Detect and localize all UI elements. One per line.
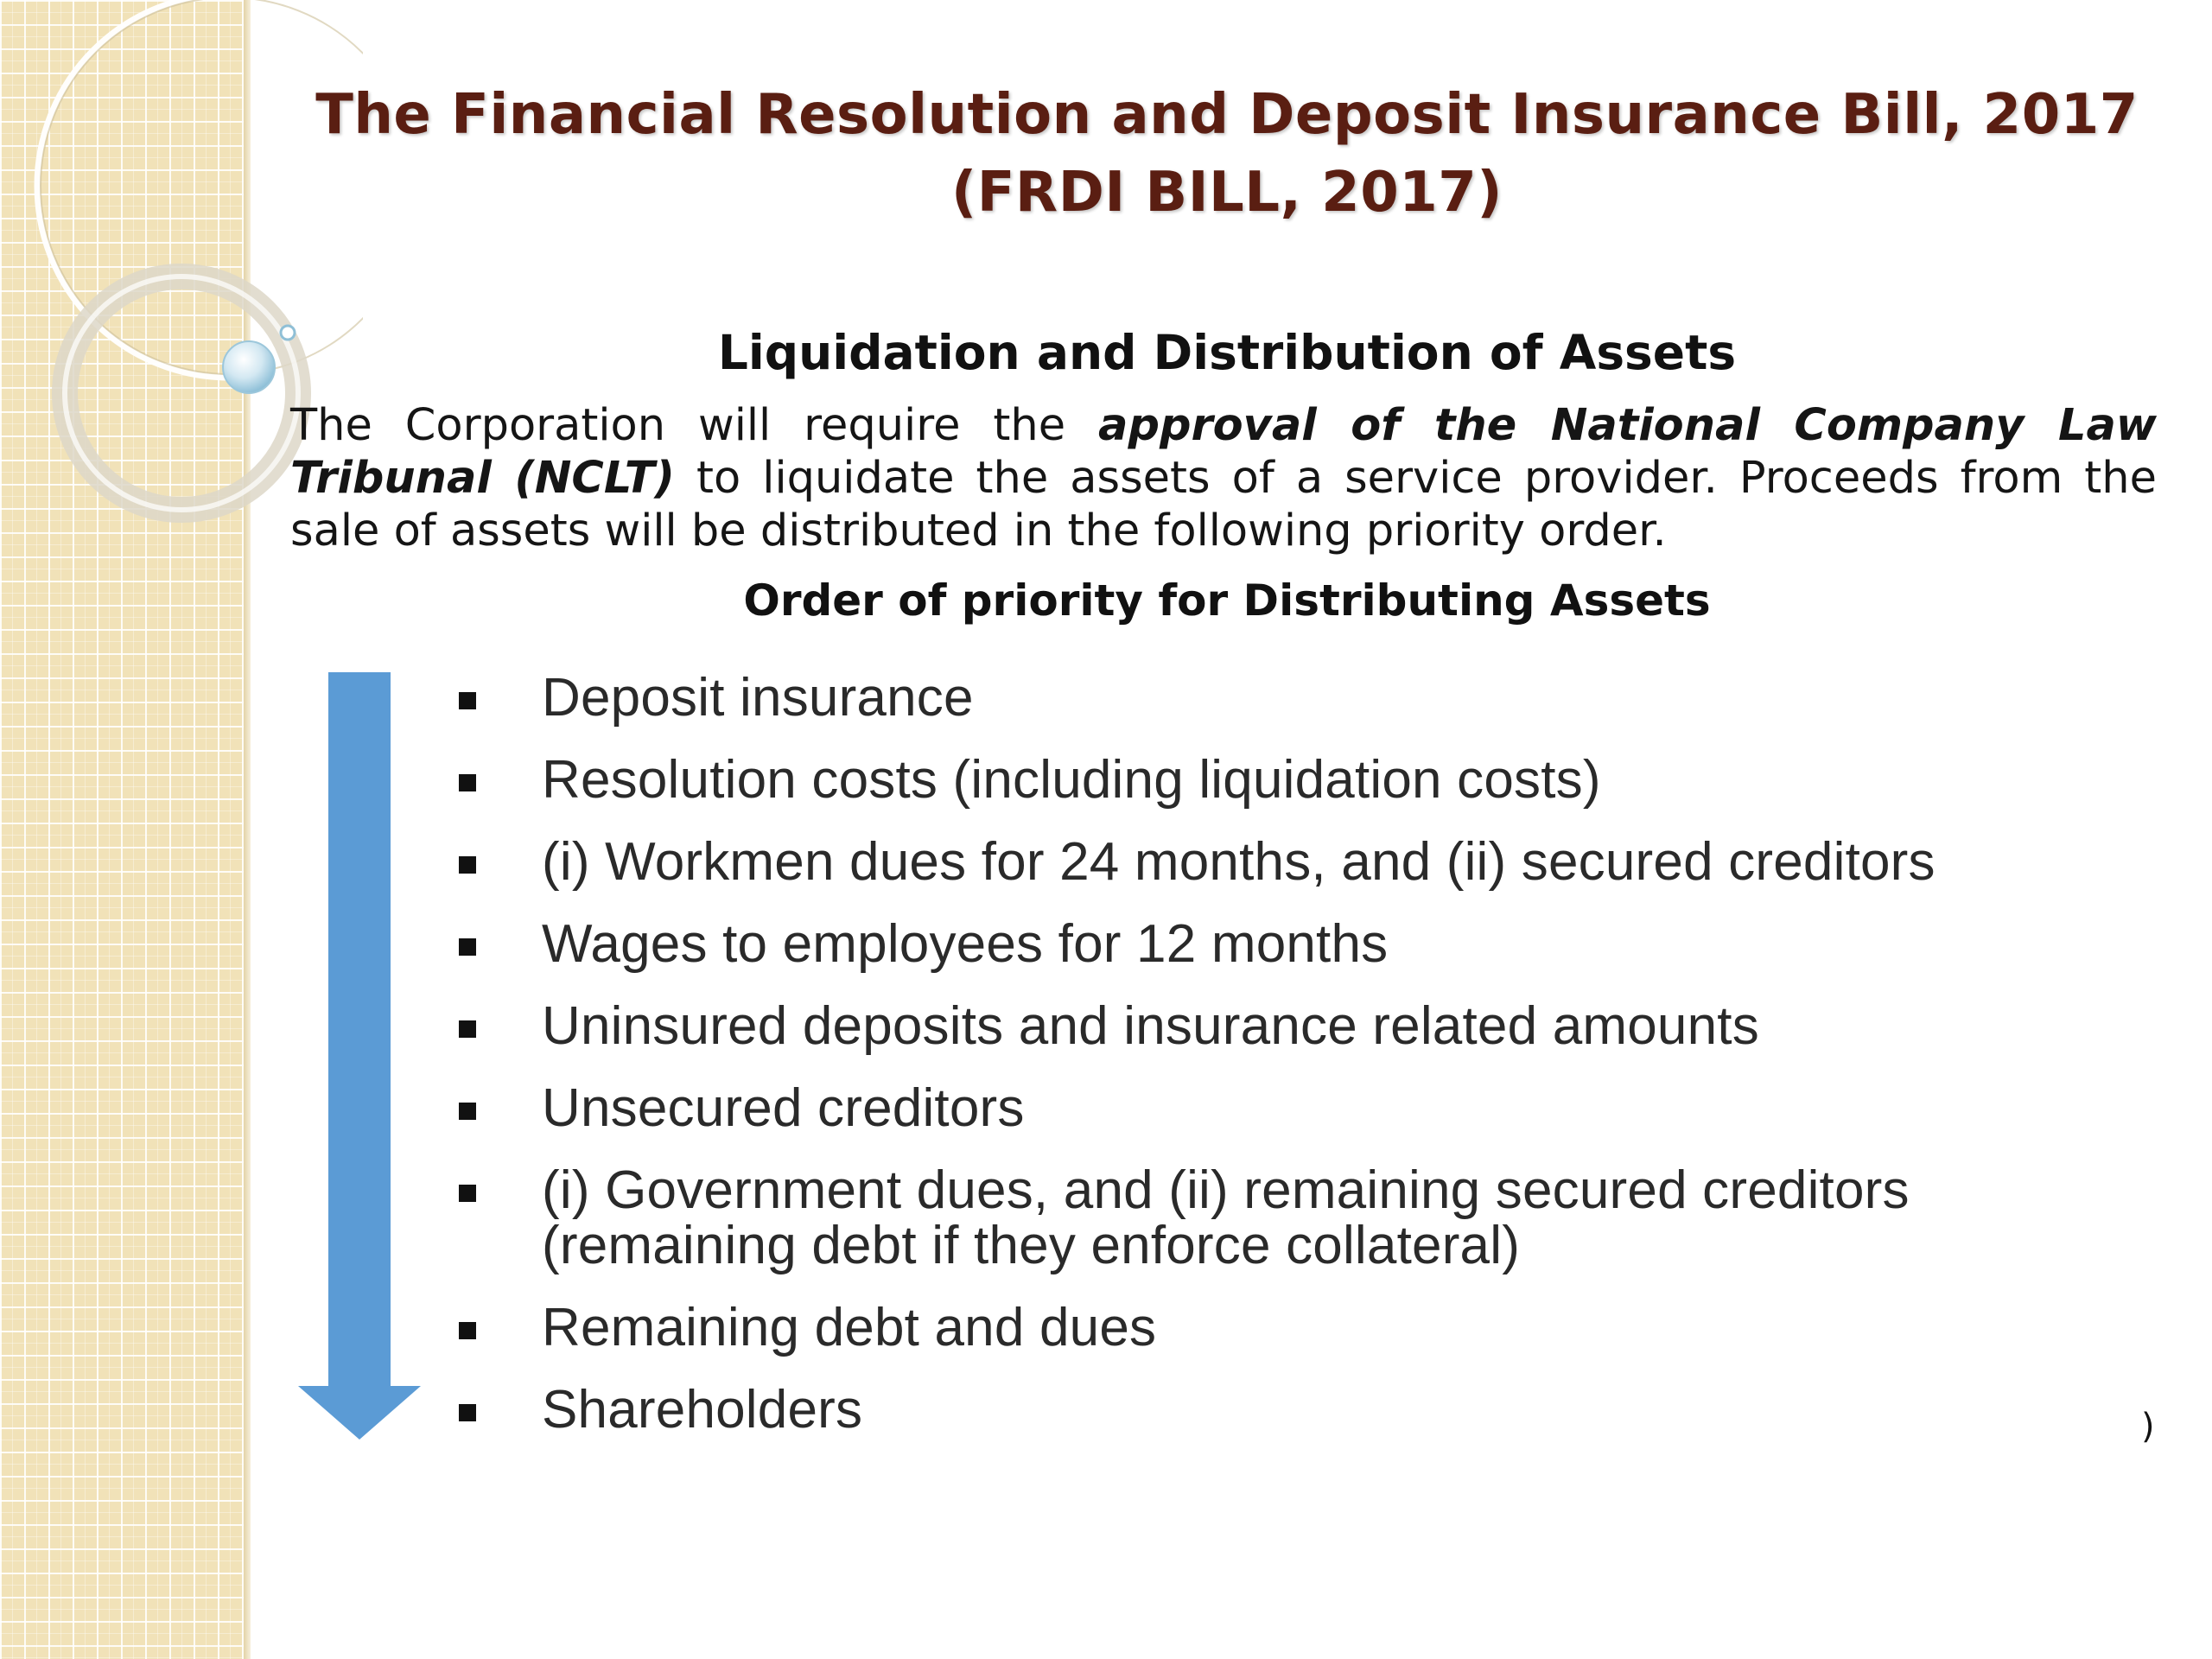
priority-item-text: Uninsured deposits and insurance related amounts xyxy=(542,996,1759,1056)
small-ring-highlight xyxy=(65,276,298,510)
intro-emphasis: approval of the National Company Law Tribunal (NCLT) xyxy=(290,400,2157,504)
list-item xyxy=(445,1300,2173,1356)
list-item xyxy=(445,914,2173,974)
square-bullet-icon xyxy=(459,1322,476,1339)
square-bullet-icon xyxy=(459,774,476,791)
square-bullet-icon xyxy=(459,1404,476,1421)
priority-item-text: Remaining debt and dues xyxy=(542,1298,1157,1357)
square-bullet-icon xyxy=(459,692,476,709)
priority-list xyxy=(445,668,2173,1465)
list-item xyxy=(445,1078,2173,1138)
list-item xyxy=(445,750,2173,810)
bubble-large xyxy=(223,341,275,393)
square-bullet-icon xyxy=(459,1020,476,1038)
priority-item-text: Deposit insurance xyxy=(542,668,974,728)
square-bullet-icon xyxy=(459,1103,476,1120)
square-bullet-icon xyxy=(459,938,476,956)
priority-item-text: Unsecured creditors xyxy=(542,1078,1025,1138)
list-item xyxy=(445,1382,2173,1438)
square-bullet-icon xyxy=(459,856,476,874)
list-item xyxy=(445,1160,2173,1275)
stray-parenthesis-mark: ) xyxy=(2141,1407,2155,1446)
list-item xyxy=(445,996,2173,1056)
priority-item-text: Wages to employees for 12 months xyxy=(542,914,1389,974)
priority-item-text: (i) Workmen dues for 24 months, and (ii) secured creditors xyxy=(542,832,1936,892)
intro-paragraph xyxy=(290,399,2157,557)
order-heading: Order of priority for Distributing Assets xyxy=(743,575,1711,626)
list-item xyxy=(445,832,2173,892)
priority-item-text: (i) Government dues, and (ii) remaining secured creditors (remaining debt if they enforce collateral) xyxy=(542,1160,1910,1275)
down-arrow-icon xyxy=(294,672,423,1450)
slide-title-line-2: (FRDI BILL, 2017) xyxy=(950,161,1503,225)
priority-item-text: Shareholders xyxy=(542,1380,863,1440)
slide-title-line-1: The Financial Resolution and Deposit Insurance Bill, 2017 xyxy=(315,83,2139,147)
intro-text-part-2: to liquidate the assets of a service provider. Proceeds from the sale of assets will be distributed in the following priority order. xyxy=(290,453,2158,556)
intro-text-part-1: The Corporation will require the xyxy=(290,400,1099,451)
list-item xyxy=(445,668,2173,728)
priority-item-text: Resolution costs (including liquidation costs) xyxy=(542,750,1601,810)
square-bullet-icon xyxy=(459,1185,476,1202)
section-heading: Liquidation and Distribution of Assets xyxy=(717,325,1737,380)
